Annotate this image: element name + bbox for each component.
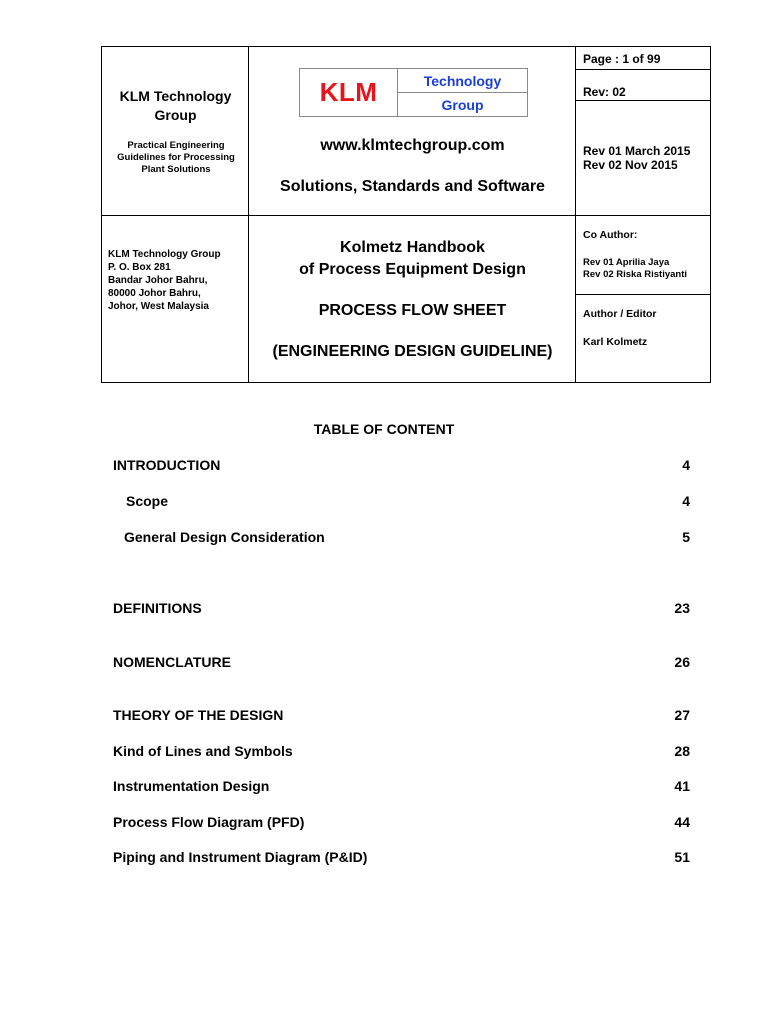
co-author-entry: Rev 02 Riska Ristiyanti xyxy=(583,269,688,280)
toc-entry-label: General Design Consideration xyxy=(124,529,325,545)
handbook-title xyxy=(249,237,576,281)
co-author-list xyxy=(583,257,687,281)
toc-entry[interactable] xyxy=(113,457,690,475)
address-line: KLM Technology Group xyxy=(108,249,221,260)
revision-number: Rev: 02 xyxy=(583,85,626,99)
company-address xyxy=(108,248,221,313)
logo-line-group: Group xyxy=(398,92,527,116)
logo-line-technology: Technology xyxy=(423,72,502,89)
revision-entry: Rev 01 March 2015 xyxy=(583,144,691,158)
handbook-title-line: of Process Equipment Design xyxy=(299,261,526,278)
toc-entry[interactable] xyxy=(113,654,690,672)
toc-entry[interactable] xyxy=(113,778,690,796)
row-divider xyxy=(575,69,710,70)
toc-entry-page: 4 xyxy=(682,457,690,473)
toc-entry[interactable] xyxy=(113,707,690,725)
handbook-title-line: Kolmetz Handbook xyxy=(340,239,485,256)
toc-entry-page: 4 xyxy=(682,493,690,509)
company-tagline: Practical Engineering Guidelines for Processing Plant Solutions xyxy=(117,140,235,175)
address-line: Bandar Johor Bahru, xyxy=(108,275,208,286)
row-divider xyxy=(575,100,710,101)
toc-entry-label: INTRODUCTION xyxy=(113,457,221,473)
website-link[interactable]: www.klmtechgroup.com xyxy=(320,137,505,154)
toc-entry[interactable] xyxy=(113,493,690,511)
toc-entry-label: DEFINITIONS xyxy=(113,600,202,616)
logo-brand: KLM xyxy=(300,69,398,116)
toc-entry-page: 51 xyxy=(674,849,690,865)
author-name: Karl Kolmetz xyxy=(583,336,648,348)
address-line: P. O. Box 281 xyxy=(108,262,171,273)
toc-entry-page: 5 xyxy=(682,529,690,545)
company-slogan: Solutions, Standards and Software xyxy=(280,178,545,195)
toc-entry-page: 27 xyxy=(674,707,690,723)
logo-right-block xyxy=(398,69,527,116)
toc-entry[interactable] xyxy=(113,743,690,761)
toc-entry-label: NOMENCLATURE xyxy=(113,654,231,670)
toc-entry[interactable] xyxy=(113,849,690,867)
row-divider xyxy=(575,294,710,295)
toc-entry-page: 44 xyxy=(674,814,690,830)
author-label: Author / Editor xyxy=(583,308,657,320)
toc-entry[interactable] xyxy=(113,600,690,618)
toc-entry-page: 28 xyxy=(674,743,690,759)
toc-entry-label: Process Flow Diagram (PFD) xyxy=(113,814,305,830)
co-author-label: Co Author: xyxy=(583,229,638,241)
klm-logo xyxy=(299,68,528,117)
document-title: PROCESS FLOW SHEET xyxy=(318,302,507,319)
toc-entry-page: 23 xyxy=(674,600,690,616)
toc-title: TABLE OF CONTENT xyxy=(313,421,455,437)
row-divider xyxy=(102,215,710,216)
company-name: KLM Technology Group xyxy=(119,88,232,123)
document-subtitle: (ENGINEERING DESIGN GUIDELINE) xyxy=(272,343,553,360)
toc-entry-label: Piping and Instrument Diagram (P&ID) xyxy=(113,849,368,865)
toc-entry-label: Scope xyxy=(126,493,169,509)
toc-entry-page: 41 xyxy=(674,778,690,794)
toc-entry-label: Instrumentation Design xyxy=(113,778,270,794)
revision-history xyxy=(583,144,690,172)
toc-entry[interactable] xyxy=(113,529,690,547)
document-header-table xyxy=(101,46,711,383)
toc-entry-page: 26 xyxy=(674,654,690,670)
toc-entry-label: Kind of Lines and Symbols xyxy=(113,743,293,759)
toc-entry-label: THEORY OF THE DESIGN xyxy=(113,707,284,723)
toc-entry[interactable] xyxy=(113,814,690,832)
page-number: Page : 1 of 99 xyxy=(583,52,661,66)
revision-entry: Rev 02 Nov 2015 xyxy=(583,158,678,172)
address-line: Johor, West Malaysia xyxy=(108,301,209,312)
co-author-entry: Rev 01 Aprilia Jaya xyxy=(583,257,670,268)
address-line: 80000 Johor Bahru, xyxy=(108,288,201,299)
